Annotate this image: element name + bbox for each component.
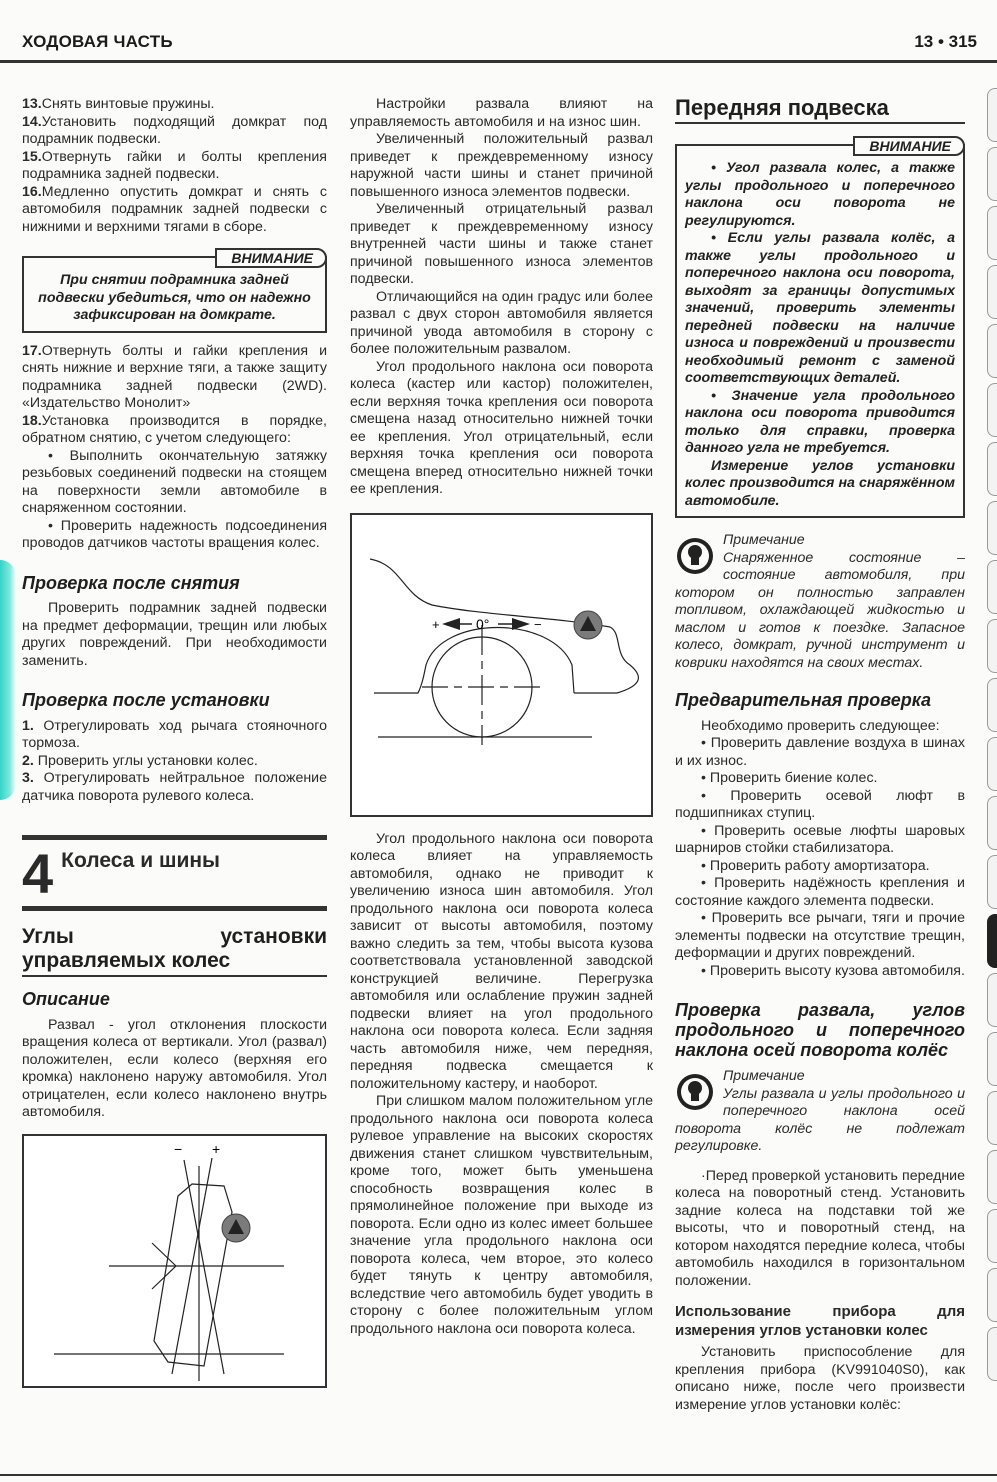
step-17: 17.Отвернуть болты и гайки крепления и снять нижние и верхние тяги, а также защиту подрамника задней подвески (2WD). «Издательство Монолит» bbox=[22, 342, 327, 411]
thumb-tab[interactable] bbox=[987, 855, 997, 909]
paragraph: Угол продольного наклона оси поворота колеса (кастер или кастор) положителен, если верхняя точка крепления оси поворота смещена назад относительно нижней точки ее крепления. Угол отрицательный, если верхняя точка крепления оси поворота смещена вперед относительно нижней точки ее крепления. bbox=[350, 358, 653, 497]
plus-label: + bbox=[212, 1140, 221, 1157]
step-14: 14.Установить подходящий домкрат под подрамник подвески. bbox=[22, 113, 327, 147]
thumb-tab[interactable] bbox=[987, 737, 997, 791]
thumb-tab[interactable] bbox=[987, 1091, 997, 1145]
caster-diagram bbox=[350, 513, 653, 817]
thumb-tab[interactable] bbox=[987, 560, 997, 614]
chapter-number: 4 bbox=[22, 842, 54, 905]
page-number: 13 • 315 bbox=[914, 32, 977, 51]
lightbulb-icon bbox=[675, 536, 715, 576]
thumb-tab[interactable] bbox=[987, 796, 997, 850]
paragraph: ·Перед проверкой установить передние колеса на поворотный стенд. Установить задние колеса на подставки той же высоты, что и поворотный стенд, на котором находятся передние колеса, чтобы автомобиль находился в горизонтальном положении. bbox=[675, 1167, 965, 1289]
plus-label: + bbox=[432, 616, 440, 632]
note-label: Примечание bbox=[723, 1068, 805, 1084]
attention-label: ВНИМАНИЕ bbox=[215, 248, 327, 268]
attention-item: Измерение углов установки колес производится на снаряжённом автомобиле. bbox=[685, 457, 955, 509]
note-text: Снаряженное состояние – состояние автомобиля, при котором он полностью заправлен топливом, охлаждающей жидкостью и маслом и готов к поездке. Запасное колесо, домкрат, ручной инструмент и коврики находятся на своих местах. bbox=[675, 549, 965, 671]
bullet-item: • Проверить осевые люфты шаровых шарниров стойки стабилизатора. bbox=[675, 822, 965, 856]
bullet-item: • Проверить надежность подсоединения проводов датчиков частоты вращения колес. bbox=[22, 517, 327, 551]
attention-box bbox=[22, 250, 327, 333]
thumb-tab[interactable] bbox=[987, 1327, 997, 1381]
subheading-device: Использование прибора для измерения углов установки колес bbox=[675, 1303, 965, 1339]
header-divider bbox=[0, 60, 997, 63]
step-13: 13.Снять винтовые пружины. bbox=[22, 96, 215, 112]
note-block bbox=[675, 532, 965, 672]
paragraph: Отличающийся на один градус или более развал с двух сторон автомобиля является причиной увода автомобиля в сторону с более положительным развалом. bbox=[350, 288, 653, 357]
step-16: 16.Медленно опустить домкрат и снять с автомобиля подрамник задней подвески с нижними и верхними тягами в сборе. bbox=[22, 183, 327, 235]
subheading-check-install: Проверка после установки bbox=[22, 690, 270, 710]
thumb-tab[interactable] bbox=[987, 678, 997, 732]
bullet-item: • Проверить биение колес. bbox=[701, 770, 878, 786]
chapter-thumb-tabs bbox=[987, 88, 997, 1386]
thumb-tab[interactable] bbox=[987, 88, 997, 142]
attention-text: При снятии подрамника задней подвески убедиться, что он надежно зафиксирован на домкрате. bbox=[38, 272, 311, 323]
attention-item: • Если углы развала колёс, а также углы продольного и поперечного наклона оси поворота, выходят за границы допустимых значений, проверить элементы передней подвески на наличие износа и повреждений и произвести необходимый ремонт с заменой соответствующих деталей. bbox=[685, 230, 955, 386]
paragraph: Развал - угол отклонения плоскости вращения колеса от вертикали. Угол (развал) положителен, если колесо (верхняя его кромка) наклонено наружу автомобиля. Угол отрицателен, если колесо наклонено внутрь автомобиля. bbox=[22, 1016, 327, 1120]
thumb-tab[interactable] bbox=[987, 147, 997, 201]
bullet-item: • Проверить давление воздуха в шинах и их износ. bbox=[675, 735, 965, 769]
paragraph: Проверить подрамник задней подвески на предмет деформации, трещин или любых других повреждений. При необходимости заменить. bbox=[22, 600, 327, 669]
camber-diagram bbox=[22, 1134, 327, 1388]
subheading-description: Описание bbox=[22, 989, 110, 1009]
thumb-tab[interactable] bbox=[987, 1150, 997, 1204]
thumb-tab[interactable] bbox=[987, 1209, 997, 1263]
thumb-tab[interactable] bbox=[987, 501, 997, 555]
paragraph: Необходимо проверить следующее: bbox=[701, 717, 940, 734]
minus-label: − bbox=[534, 616, 542, 632]
section-title: Углы установки управляемых колес bbox=[22, 925, 327, 977]
thumb-tab[interactable] bbox=[987, 442, 997, 496]
section-title: Передняя подвеска bbox=[675, 96, 965, 124]
zero-degree-label: 0° bbox=[476, 615, 490, 632]
paragraph: Увеличенный отрицательный развал приведет к преждевременному износу внутренней части шины и также станет причиной повышенного износа элементов подвески. bbox=[350, 201, 653, 287]
angle-marker-line bbox=[152, 1266, 176, 1289]
thumb-tab[interactable] bbox=[987, 619, 997, 673]
negative-camber-line bbox=[184, 1160, 224, 1374]
column-middle bbox=[350, 96, 653, 1338]
thumb-tab[interactable] bbox=[987, 206, 997, 260]
thumb-tab[interactable] bbox=[987, 973, 997, 1027]
note-text: Углы развала и углы продольного и поперечного наклона осей поворота колёс не подлежат регулировке. bbox=[675, 1085, 965, 1154]
bullet-item: • Проверить надёжность крепления и состояние каждого элемента подвески. bbox=[675, 875, 965, 909]
bullet-item: • Проверить все рычаги, тяги и прочие элементы подвески на отсутствие трещин, деформации и других повреждений. bbox=[675, 910, 965, 961]
chapter-title: Колеса и шины bbox=[61, 849, 220, 872]
note-block bbox=[675, 1068, 965, 1156]
bullet-item: • Проверить работу амортизатора. bbox=[701, 857, 930, 874]
running-head-title: ХОДОВАЯ ЧАСТЬ bbox=[22, 32, 173, 51]
paragraph: При слишком малом положительном угле продольного наклона оси поворота колеса рулевое управление на высоких скоростях движения станет слишком чувствительным, кроме того, может быть уменьшена способность возвращения колес в прямолинейное положение при выходе из поворота. Если одно из колес имеет большее значение угла продольного наклона оси поворота колеса, чем второе, это колесо будет тянуть к центру автомобиля, вследствие чего автомобиль будет уводить в сторону с более положительным углом продольного наклона оси поворота колеса. bbox=[350, 1093, 653, 1337]
paragraph: Настройки развала влияют на управляемость автомобиля и на износ шин. bbox=[350, 96, 653, 130]
subheading-check-removal: Проверка после снятия bbox=[22, 572, 240, 593]
list-item: 1. Отрегулировать ход рычага стояночного тормоза. bbox=[22, 717, 327, 751]
publisher-logo-icon bbox=[574, 611, 602, 639]
publisher-logo-icon bbox=[222, 1214, 250, 1242]
subheading-alignment: Проверка развала, углов продольного и поперечного наклона осей поворота колёс bbox=[675, 1000, 965, 1060]
paragraph: Угол продольного наклона оси поворота колеса влияет на управляемость автомобиля, однако не приводит к увеличению износа шин автомобиля. Угол продольного наклона оси поворота колеса зависит от высоты автомобиля, поэтому важно следить за тем, чтобы высота кузова соответствовала установленной заводской конструкцией величине. Перегрузка автомобиля или ослабление пружин задней подвески влияет на угол продольного наклона оси поворота колеса. Если задняя часть автомобиля ниже, чем передняя, передняя подвеска смещается к положительному кастеру, и наоборот. bbox=[350, 830, 653, 1092]
subheading-precheck: Предварительная проверка bbox=[675, 690, 932, 710]
note-label: Примечание bbox=[723, 532, 805, 548]
column-right bbox=[675, 96, 965, 1414]
paragraph: Установить приспособление для крепления прибора (KV991040S0), как описано ниже, после чего произвести измерение углов установки колёс: bbox=[675, 1344, 965, 1413]
camber-diagram-svg bbox=[24, 1136, 325, 1382]
page-header bbox=[22, 30, 977, 58]
attention-label: ВНИМАНИЕ bbox=[853, 136, 965, 156]
thumb-tab[interactable] bbox=[987, 1268, 997, 1322]
thumb-tab[interactable] bbox=[987, 324, 997, 378]
thumb-tab[interactable] bbox=[987, 265, 997, 319]
thumb-tab[interactable] bbox=[987, 383, 997, 437]
bullet-item: • Проверить осевой люфт в подшипниках ступиц. bbox=[675, 787, 965, 821]
attention-item: • Угол развала колес, а также углы продольного и поперечного наклона оси поворота не регулируются. bbox=[685, 160, 955, 229]
attention-box bbox=[675, 138, 965, 518]
lightbulb-icon bbox=[675, 1072, 715, 1112]
paragraph: Увеличенный положительный развал приведет к преждевременному износу наружной части шины и станет причиной повышенного износа элементов подвески. bbox=[350, 131, 653, 200]
step-18: 18.Установка производится в порядке, обратном снятию, с учетом следующего: bbox=[22, 412, 327, 446]
list-item: 2. Проверить углы установки колес. bbox=[22, 752, 258, 769]
list-item: 3. Отрегулировать нейтральное положение датчика поворота рулевого колеса. bbox=[22, 770, 327, 804]
minus-label: − bbox=[174, 1140, 183, 1157]
bullet-item: • Выполнить окончательную затяжку резьбовых соединений подвески на стоящем на поверхности земли автомобиле в снаряженном состоянии. bbox=[22, 447, 327, 516]
chapter-heading bbox=[22, 835, 327, 911]
column-left bbox=[22, 96, 327, 1388]
footer-divider bbox=[0, 1474, 997, 1476]
thumb-tab[interactable] bbox=[987, 1032, 997, 1086]
page-edge-color-tab bbox=[0, 560, 16, 800]
attention-item: • Значение угла продольного наклона оси поворота приводится только для справки, проверка данного угла не требуется. bbox=[685, 387, 955, 456]
thumb-tab-active[interactable] bbox=[987, 914, 997, 968]
bullet-item: • Проверить высоту кузова автомобиля. bbox=[701, 962, 965, 979]
angle-marker-line bbox=[152, 1243, 176, 1266]
step-15: 15.Отвернуть гайки и болты крепления подрамника задней подвески. bbox=[22, 148, 327, 182]
caster-diagram-svg bbox=[352, 515, 655, 811]
